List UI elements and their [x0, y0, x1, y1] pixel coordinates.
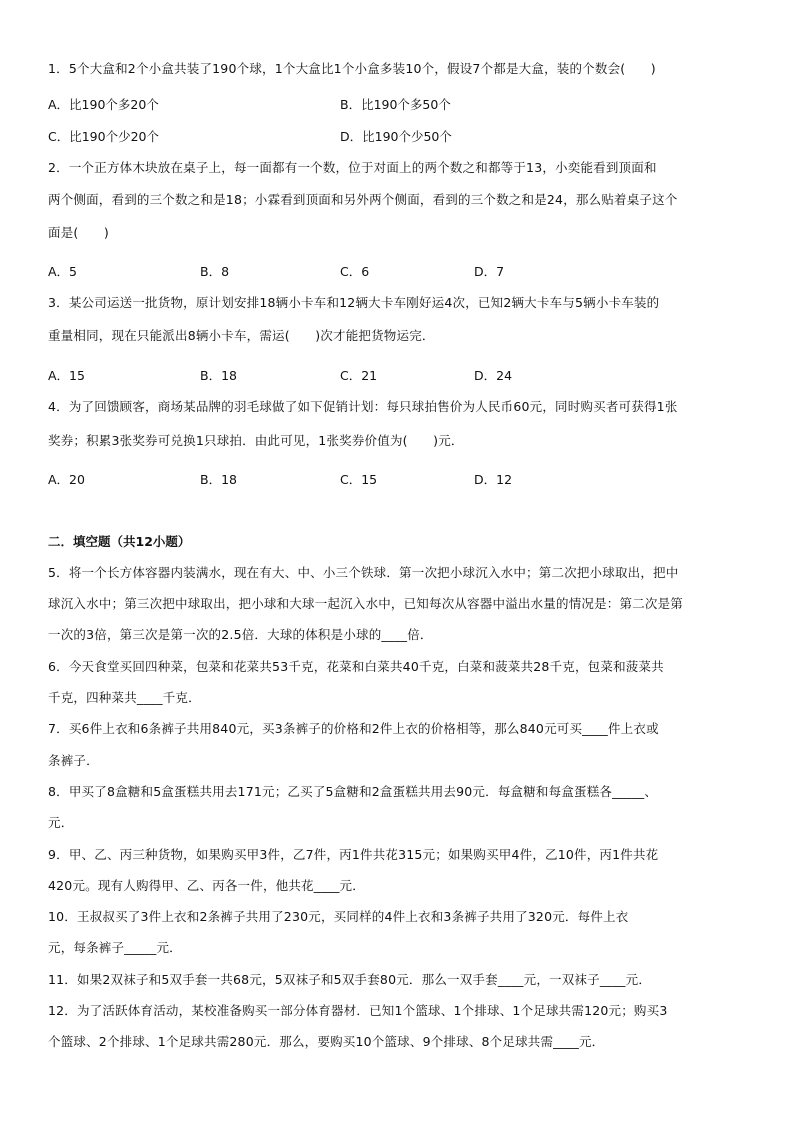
- question-3-text-line-1: 3．某公司运送一批货物，原计划安排18辆小卡车和12辆大卡车刚好运4次，已知2辆大卡车与5辆小卡车装的: [48, 295, 660, 310]
- question-6-text-line-1: 6．今天食堂买回四种菜，包菜和花菜共53千克，花菜和白菜共40千克，白菜和菠菜共28千克，包菜和菠菜共: [48, 659, 664, 674]
- question-2-option-c: C．6: [340, 264, 370, 279]
- question-8-text-line-1: 8．甲买了8盒糖和5盒蛋糕共用去171元；乙买了5盒糖和2盒蛋糕共用去90元．每盒糖和每盒蛋糕各_____、: [48, 784, 658, 799]
- question-11-text: 11．如果2双袜子和5双手套一共68元，5双袜子和5双手套80元．那么一双手套____元，一双袜子____元．: [48, 972, 652, 987]
- question-12-text-line-2: 个篮球、2个排球、1个足球共需280元．那么，要购买10个篮球、9个排球、8个足球共需____元．: [48, 1034, 605, 1049]
- question-3-option-a: A．15: [48, 368, 85, 383]
- question-10-text-line-2: 元，每条裤子_____元．: [48, 940, 182, 955]
- question-2-option-a: A．5: [48, 264, 78, 279]
- question-3-text-line-2: 重量相同，现在只能派出8辆小卡车，需运( )次才能把货物运完．: [48, 328, 435, 343]
- question-7-text-line-2: 条裤子．: [48, 753, 99, 768]
- question-1-option-d: D．比190个少50个: [340, 129, 452, 144]
- question-1-option-a: A．比190个多20个: [48, 97, 159, 112]
- question-8-text-line-2: 元．: [48, 815, 74, 830]
- question-4-option-a: A．20: [48, 472, 85, 487]
- question-1-option-b: B．比190个多50个: [340, 97, 451, 112]
- question-12-text-line-1: 12．为了活跃体育活动，某校准备购买一部分体育器材．已知1个篮球、1个排球、1个足球共需120元；购买3: [48, 1003, 668, 1018]
- question-2-text-line-3: 面是( ): [48, 225, 109, 240]
- question-10-text-line-1: 10．王叔叔买了3件上衣和2条裤子共用了230元，买同样的4件上衣和3条裤子共用了320元．每件上衣: [48, 909, 629, 924]
- question-9-text-line-1: 9．甲、乙、丙三种货物，如果购买甲3件，乙7件，丙1件共花315元；如果购买甲4件，乙10件，丙1件共花: [48, 847, 659, 862]
- question-4-text-line-2: 奖券；积累3张奖券可兑换1只球拍．由此可见，1张奖券价值为( )元．: [48, 433, 464, 448]
- question-2-option-b: B．8: [200, 264, 230, 279]
- question-4-option-b: B．18: [200, 472, 237, 487]
- question-4-option-c: C．15: [340, 472, 378, 487]
- question-5-text-line-3: 一次的3倍，第三次是第一次的2.5倍．大球的体积是小球的____倍．: [48, 627, 433, 642]
- question-7-text-line-1: 7．买6件上衣和6条裤子共用840元，买3条裤子的价格和2件上衣的价格相等，那么840元可买____件上衣或: [48, 721, 659, 736]
- question-1-option-c: C．比190个少20个: [48, 129, 159, 144]
- question-9-text-line-2: 420元。现有人购得甲、乙、丙各一件，他共花____元．: [48, 878, 365, 893]
- question-1-text: 1．5个大盒和2个小盒共装了190个球，1个大盒比1个小盒多装10个，假设7个都是大盒，装的个数会( ): [48, 61, 656, 76]
- question-3-option-b: B．18: [200, 368, 237, 383]
- question-4-text-line-1: 4．为了回馈顾客，商场某品牌的羽毛球做了如下促销计划：每只球拍售价为人民币60元，同时购买者可获得1张: [48, 399, 678, 414]
- section-heading-fill-in: 二．填空题（共12小题）: [48, 534, 191, 549]
- question-5-text-line-2: 球沉入水中；第三次把中球取出，把小球和大球一起沉入水中，已知每次从容器中溢出水量的情况是：第二次是第: [48, 596, 684, 611]
- question-3-option-c: C．21: [340, 368, 378, 383]
- question-4-option-d: D．12: [474, 472, 513, 487]
- question-5-text-line-1: 5．将一个长方体容器内装满水，现在有大、中、小三个铁球．第一次把小球沉入水中；第二次把小球取出，把中: [48, 565, 679, 580]
- question-2-text-line-1: 2．一个正方体木块放在桌子上，每一面都有一个数，位于对面上的两个数之和都等于13，小奕能看到顶面和: [48, 160, 657, 175]
- question-2-option-d: D．7: [474, 264, 505, 279]
- question-3-option-d: D．24: [474, 368, 513, 383]
- question-2-text-line-2: 两个侧面，看到的三个数之和是18；小霖看到顶面和另外两个侧面，看到的三个数之和是24，那么贴着桌子这个: [48, 192, 678, 207]
- question-6-text-line-2: 千克，四种菜共____千克．: [48, 690, 201, 705]
